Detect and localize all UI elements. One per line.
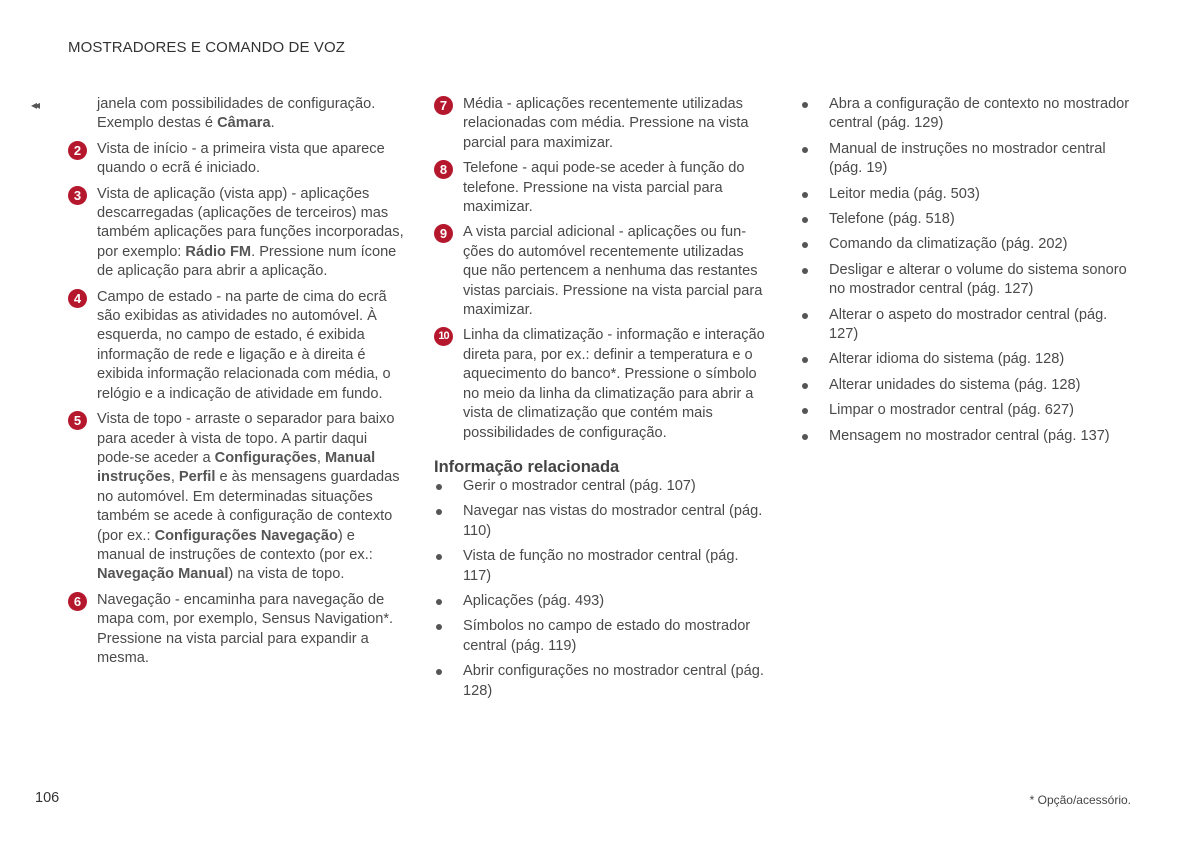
- item-text: Telefone - aqui pode-se aceder à função do telefone. Pressione na vista parcial para maximizar.: [463, 160, 745, 216]
- number-badge: 10: [434, 327, 453, 346]
- number-badge: 5: [68, 411, 87, 430]
- related-link-text[interactable]: Abra a configuração de contexto no mostrador central (pág. 129): [829, 96, 1130, 132]
- bullet-icon: [436, 554, 442, 560]
- column-1: [31, 95, 404, 674]
- related-link-text[interactable]: Vista de função no mostrador central (pág. 117): [463, 548, 739, 584]
- item-text: ,: [316, 449, 325, 466]
- item-text: ,: [170, 469, 179, 486]
- related-link[interactable]: [434, 617, 766, 656]
- list-item-10: [434, 326, 766, 442]
- list-item-9: [434, 223, 766, 320]
- continuation-icon: ◂◂: [31, 98, 38, 112]
- number-badge: 8: [434, 160, 453, 179]
- column-2: [434, 95, 766, 707]
- item-text: ) e manual de instruções de contexto (por ex.:: [97, 527, 373, 563]
- related-link-text[interactable]: Alterar unidades do sistema (pág. 128): [829, 376, 1081, 393]
- item-bold-text: Configurações: [214, 449, 317, 466]
- bullet-icon: [802, 408, 808, 414]
- related-link-text[interactable]: Manual de instruções no mostrador central (pág. 19): [829, 140, 1106, 177]
- list-item-8: [434, 159, 766, 217]
- bullet-icon: [436, 484, 442, 490]
- related-link-text[interactable]: Alterar idioma do sistema (pág. 128): [829, 351, 1065, 368]
- item-text: Navegação - encaminha para navegação de mapa com, por exemplo, Sensus Navigation*. Pressione na vista parcial para expandir a mesma.: [97, 591, 394, 666]
- related-list: [434, 477, 766, 701]
- related-link[interactable]: [800, 376, 1130, 395]
- related-link-text[interactable]: Mensagem no mostrador central (pág. 137): [829, 427, 1110, 444]
- number-badge: 6: [68, 592, 87, 611]
- related-link[interactable]: [434, 662, 766, 701]
- related-info-heading: Informação relacionada: [434, 457, 620, 476]
- bullet-icon: [802, 434, 808, 440]
- item-text: janela com possibilidades de configuração. Exemplo destas é: [97, 96, 376, 132]
- related-link[interactable]: [800, 140, 1130, 179]
- item-text: e às mensagens guardadas no automóvel. Em determinadas situações também se acede à configuração de contexto (por ex.:: [97, 469, 400, 544]
- item-text: Média - aplicações recentemente utilizadas relacionadas com média. Pressione na vista parcial para maximizar.: [463, 96, 749, 151]
- list-item-4: [68, 288, 404, 404]
- related-link[interactable]: [800, 95, 1130, 134]
- item-text: .: [270, 115, 275, 132]
- related-link[interactable]: [800, 427, 1130, 446]
- number-badge: 3: [68, 186, 87, 205]
- list-item-7: [434, 95, 766, 153]
- item-text: Linha da climatização - informação e interação direta para, por ex.: definir a temperatura e o aquecimento do banco*. Pressione o símbolo no meio da linha da climatização para abrir a vista de climatização que contém mais possibilidades de configuração.: [463, 327, 765, 441]
- bullet-icon: [436, 669, 442, 675]
- related-link[interactable]: [800, 185, 1130, 204]
- related-link[interactable]: [434, 502, 766, 541]
- number-badge: 9: [434, 224, 453, 243]
- related-link-text[interactable]: Desligar e alterar o volume do sistema sonoro no mostrador central (pág. 127): [829, 261, 1127, 298]
- related-link[interactable]: [434, 592, 766, 611]
- related-link-text[interactable]: Limpar o mostrador central (pág. 627): [829, 402, 1074, 419]
- related-link[interactable]: [800, 401, 1130, 420]
- bullet-icon: [802, 102, 808, 108]
- bullet-icon: [802, 357, 808, 363]
- list-item-6: [68, 591, 404, 669]
- related-link[interactable]: [800, 350, 1130, 369]
- item-bold-text: Câmara: [217, 115, 271, 132]
- item-text: Vista de topo - arraste o separador para baixo para aceder à vista de topo. A partir daqui pode-se aceder a: [97, 411, 395, 466]
- list-item-5: [68, 410, 404, 585]
- related-link-text[interactable]: Gerir o mostrador central (pág. 107): [463, 477, 696, 494]
- related-link[interactable]: [434, 477, 766, 496]
- related-link[interactable]: [800, 210, 1130, 229]
- related-link[interactable]: [800, 235, 1130, 254]
- bullet-icon: [436, 624, 442, 630]
- related-link-text[interactable]: Leitor media (pág. 503): [829, 185, 980, 202]
- item-bold-text: Manual instruções: [97, 449, 376, 486]
- related-link[interactable]: [800, 306, 1130, 345]
- item-bold-text: Rádio FM: [185, 243, 252, 260]
- related-link-text[interactable]: Comando da climatização (pág. 202): [829, 236, 1068, 253]
- number-badge: 4: [68, 289, 87, 308]
- item-text: . Pressione num ícone de aplicação para abrir a aplicação.: [97, 243, 397, 280]
- number-badge: 7: [434, 96, 453, 115]
- item-bold-text: Configurações Navegação: [154, 527, 338, 544]
- list-item-continued: [31, 95, 404, 134]
- bullet-icon: [802, 147, 808, 153]
- list-item-2: [68, 140, 404, 179]
- related-link[interactable]: [434, 547, 766, 586]
- footnote: * Opção/acessório.: [1029, 793, 1131, 807]
- page-header-title: MOSTRADORES E COMANDO DE VOZ: [68, 39, 345, 56]
- list-item-3: [68, 185, 404, 282]
- bullet-icon: [802, 242, 808, 248]
- related-link-text[interactable]: Símbolos no campo de estado do mostrador central (pág. 119): [463, 618, 751, 654]
- bullet-icon: [802, 313, 808, 319]
- page-number: 106: [35, 790, 60, 806]
- related-list-continued: [800, 95, 1130, 446]
- related-link-text[interactable]: Aplicações (pág. 493): [463, 592, 605, 609]
- bullet-icon: [802, 383, 808, 389]
- related-link-text[interactable]: Telefone (pág. 518): [829, 211, 955, 228]
- related-link-text[interactable]: Navegar nas vistas do mostrador central (pág. 110): [463, 503, 763, 539]
- item-text: ) na vista de topo.: [228, 566, 345, 583]
- item-bold-text: Perfil: [178, 469, 216, 486]
- item-text: Campo de estado - na parte de cima do ecrã são exibidas as atividades no automóvel. À esquerda, no campo de estado, é exibida informação de rede e ligação e à direita é exibida informação relacionada com média, o relógio e a indicação de atividade em fundo.: [97, 288, 391, 402]
- bullet-icon: [436, 509, 442, 515]
- related-link-text[interactable]: Abrir configurações no mostrador central (pág. 128): [463, 663, 764, 699]
- item-text: Vista de início - a primeira vista que aparece quando o ecrã é iniciado.: [97, 140, 385, 177]
- bullet-icon: [802, 192, 808, 198]
- bullet-icon: [802, 268, 808, 274]
- bullet-icon: [802, 217, 808, 223]
- related-link-text[interactable]: Alterar o aspeto do mostrador central (pág. 127): [829, 306, 1108, 343]
- column-3: [800, 95, 1130, 452]
- item-text: A vista parcial adicional - aplicações ou funções do automóvel recentemente utilizadas que não pertencem a nenhuma das restantes vistas parciais. Pressione na vista parcial para maximizar.: [463, 224, 763, 319]
- item-text: Vista de aplicação (vista app) - aplicações descarregadas (aplicações de terceiros) mas também aplicações para funções incorporadas, por exemplo:: [97, 185, 404, 260]
- item-bold-text: Navegação Manual: [97, 566, 229, 583]
- bullet-icon: [436, 599, 442, 605]
- related-link[interactable]: [800, 261, 1130, 300]
- number-badge: 2: [68, 141, 87, 160]
